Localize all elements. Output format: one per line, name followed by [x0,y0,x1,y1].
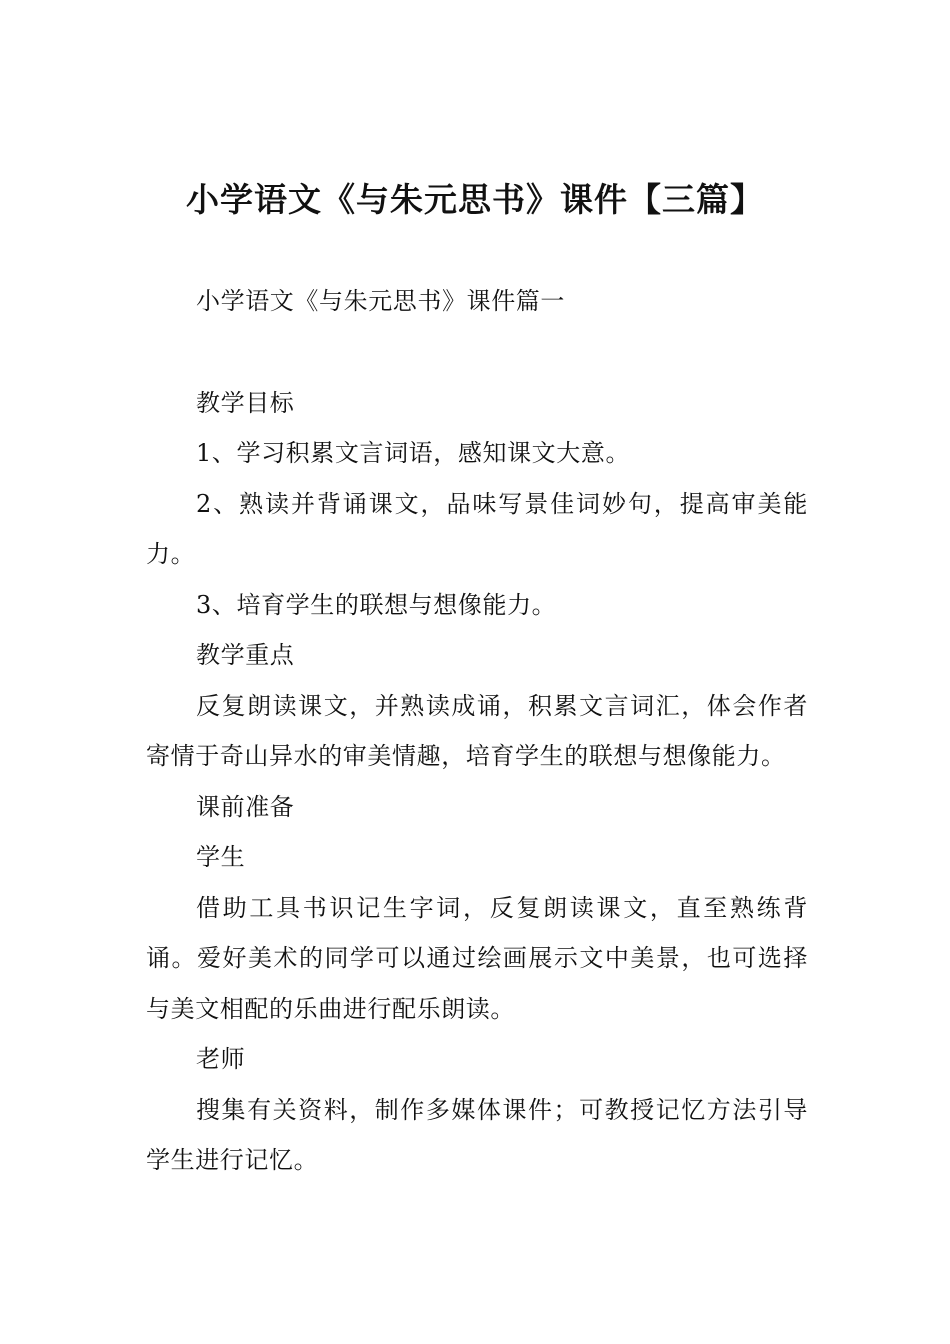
paragraph-heading: 老师 [196,1045,246,1073]
paragraph: 1、学习积累文言词语，感知课文大意。 [196,439,631,467]
paragraph: 2、熟读并背诵课文，品味写景佳词妙句，提高审美能力。 [146,489,808,568]
document-body [146,276,808,1186]
paragraph-heading: 课前准备 [196,792,295,821]
spacer [146,327,808,378]
paragraph-heading: 学生 [196,843,246,871]
paragraph-heading: 教学重点 [196,641,295,669]
paragraph: 3、培育学生的联想与想像能力。 [196,590,557,619]
section-heading: 小学语文《与朱元思书》课件篇一 [196,287,565,315]
document-title: 小学语文《与朱元思书》课件【三篇】 [186,180,764,219]
paragraph: 借助工具书识记生字词，反复朗读课文，直至熟练背诵。爱好美术的同学可以通过绘画展示文中美景，也可选择与美文相配的乐曲进行配乐朗读。 [146,893,808,1023]
paragraph-heading: 教学目标 [196,388,295,417]
paragraph: 搜集有关资料，制作多媒体课件；可教授记忆方法引导学生进行记忆。 [146,1095,808,1174]
paragraph: 反复朗读课文，并熟读成诵，积累文言词汇，体会作者寄情于奇山异水的审美情趣，培育学生的联想与想像能力。 [146,691,808,770]
